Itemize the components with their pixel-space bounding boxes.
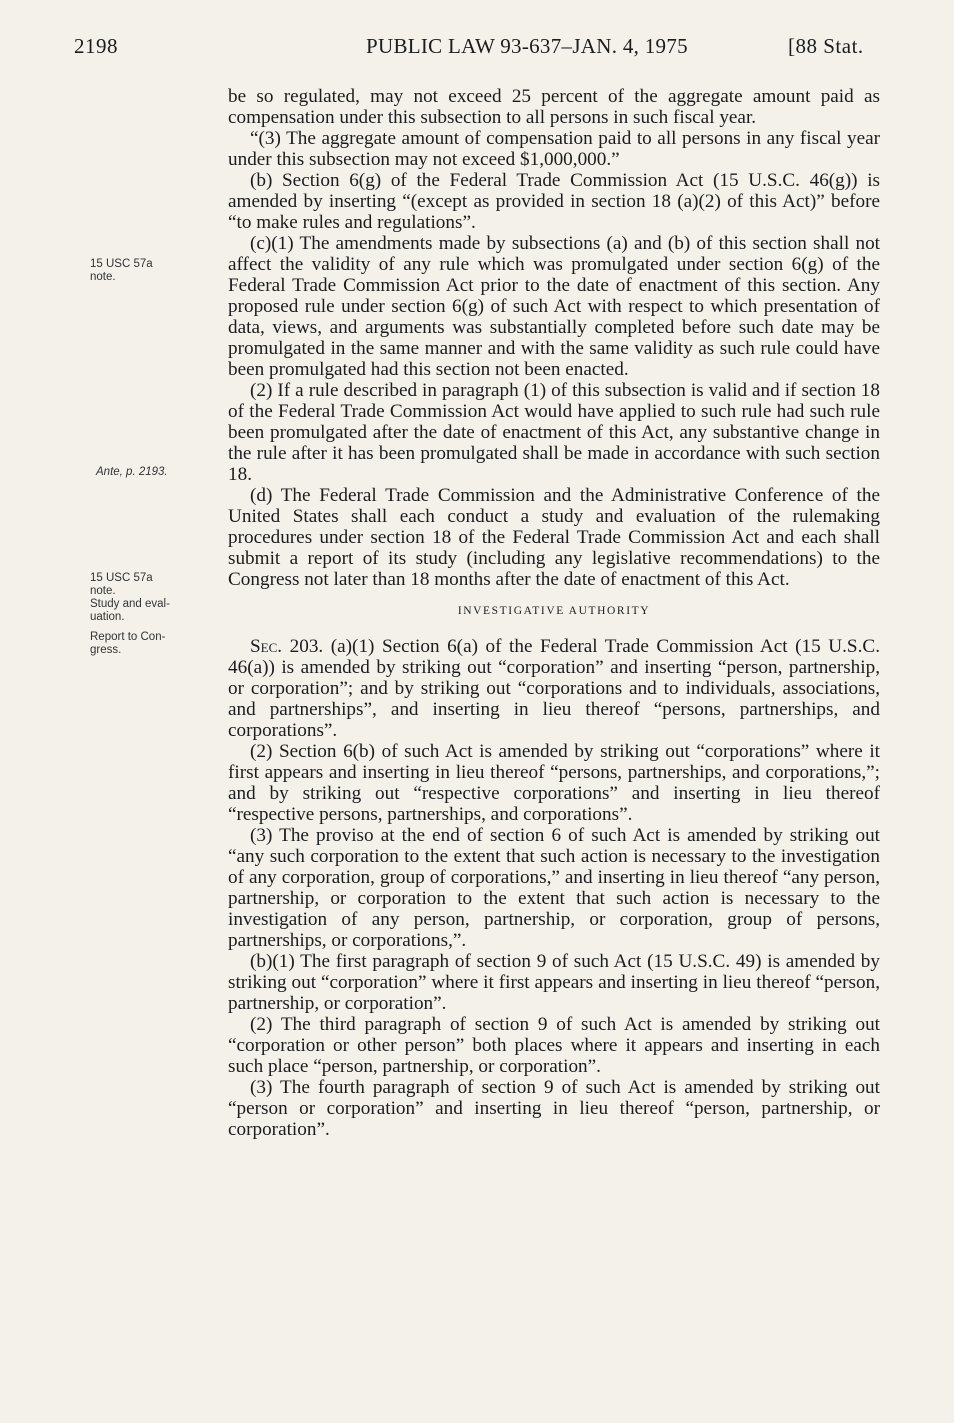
paragraph: (2) The third paragraph of section 9 of such Act is amended by striking out “corporation or other person” both places where it appears and inserting in each such place “person, partnership, or corporation”. (228, 1014, 880, 1077)
margin-note-usc-1 (90, 258, 153, 284)
paragraph: (b) Section 6(g) of the Federal Trade Commission Act (15 U.S.C. 46(g)) is amended by inserting “(except as provided in section 18 (a)(2) of this Act)” before “to make rules and regulations”. (228, 170, 880, 233)
margin-note-ante: Ante, p. 2193. (96, 466, 168, 478)
paragraph: (b)(1) The first paragraph of section 9 of such Act (15 U.S.C. 49) is amended by striking out “corporation” where it first appears and inserting in lieu thereof “person, partnership, or corporation”. (228, 951, 880, 1014)
paragraph: (d) The Federal Trade Commission and the Administrative Conference of the United States shall each conduct a study and evaluation of the rulemaking procedures under section 18 of the Federal Trade Commission Act and each shall submit a report of its study (including any legislative recommendations) to the Congress not later than 18 months after the date of enactment of this Act. (228, 485, 880, 590)
margin-note-line: note. (90, 271, 116, 283)
margin-note-line: Report to Con- (90, 631, 166, 643)
margin-note-line: Study and eval- (90, 598, 170, 610)
body-text (228, 86, 880, 1140)
paragraph: (2) Section 6(b) of such Act is amended by striking out “corporations” where it first appears and inserting in lieu thereof “persons, partnerships, and corporations,”; and by striking out “respective corporations” and inserting in lieu thereof “respective persons, partnerships, and corporations”. (228, 741, 880, 825)
margin-note-usc-2 (90, 572, 153, 598)
margin-note-line: 15 USC 57a (90, 572, 153, 584)
paragraph-text: (a)(1) Section 6(a) of the Federal Trade Commission Act (15 U.S.C. 46(a)) is amended by striking out “corporation” and inserting “person, partnership, or corporation”; and by striking out “corporations and to individuals, associations, and partnerships”, and inserting in lieu thereof “persons, partnerships, and corporations”. (228, 636, 880, 741)
paragraph (228, 636, 880, 741)
paragraph: (2) If a rule described in paragraph (1) of this subsection is valid and if section 18 of the Federal Trade Commission Act would have applied to such rule had such rule been promulgated after the date of enactment of this Act, any substantive change in the rule after it has been promulgated shall be made in accordance with such section 18. (228, 380, 880, 485)
margin-note-line: 15 USC 57a (90, 258, 153, 270)
running-head: PUBLIC LAW 93-637–JAN. 4, 1975 (366, 34, 688, 58)
page-number: 2198 (74, 34, 118, 58)
paragraph: “(3) The aggregate amount of compensation paid to all persons in any fiscal year under this subsection may not exceed $1,000,000.” (228, 128, 880, 170)
paragraph: be so regulated, may not exceed 25 percent of the aggregate amount paid as compensation under this subsection to all persons in such fiscal year. (228, 86, 880, 128)
paragraph: (3) The fourth paragraph of section 9 of such Act is amended by striking out “person or corporation” and inserting in lieu thereof “person, partnership, or corporation”. (228, 1077, 880, 1140)
paragraph: (c)(1) The amendments made by subsections (a) and (b) of this section shall not affect the validity of any rule which was promulgated under section 6(g) of the Federal Trade Commission Act prior to the date of enactment of this section. Any proposed rule under section 6(g) of such Act with respect to which presentation of data, views, and arguments was substantially completed before such date may be promulgated in the same manner and with the same validity as such rule could have been promulgated had this section not been enacted. (228, 233, 880, 380)
margin-note-line: uation. (90, 611, 125, 623)
paragraph: (3) The proviso at the end of section 6 of such Act is amended by striking out “any such corporation to the extent that such action is necessary to the investigation of any corporation, group of corporations,” and inserting in lieu thereof “any person, partnership, or corporation to the extent that such action is necessary to the investigation of any person, partnership, or corporation, group of persons, partnerships, or corporations,”. (228, 825, 880, 951)
section-label: Sec. 203. (250, 636, 324, 657)
margin-note-line: note. (90, 585, 116, 597)
margin-note-report (90, 631, 165, 657)
margin-note-line: gress. (90, 644, 122, 656)
margin-note-study (90, 598, 170, 624)
volume-reference: [88 Stat. (788, 34, 864, 58)
section-heading: INVESTIGATIVE AUTHORITY (457, 605, 651, 617)
